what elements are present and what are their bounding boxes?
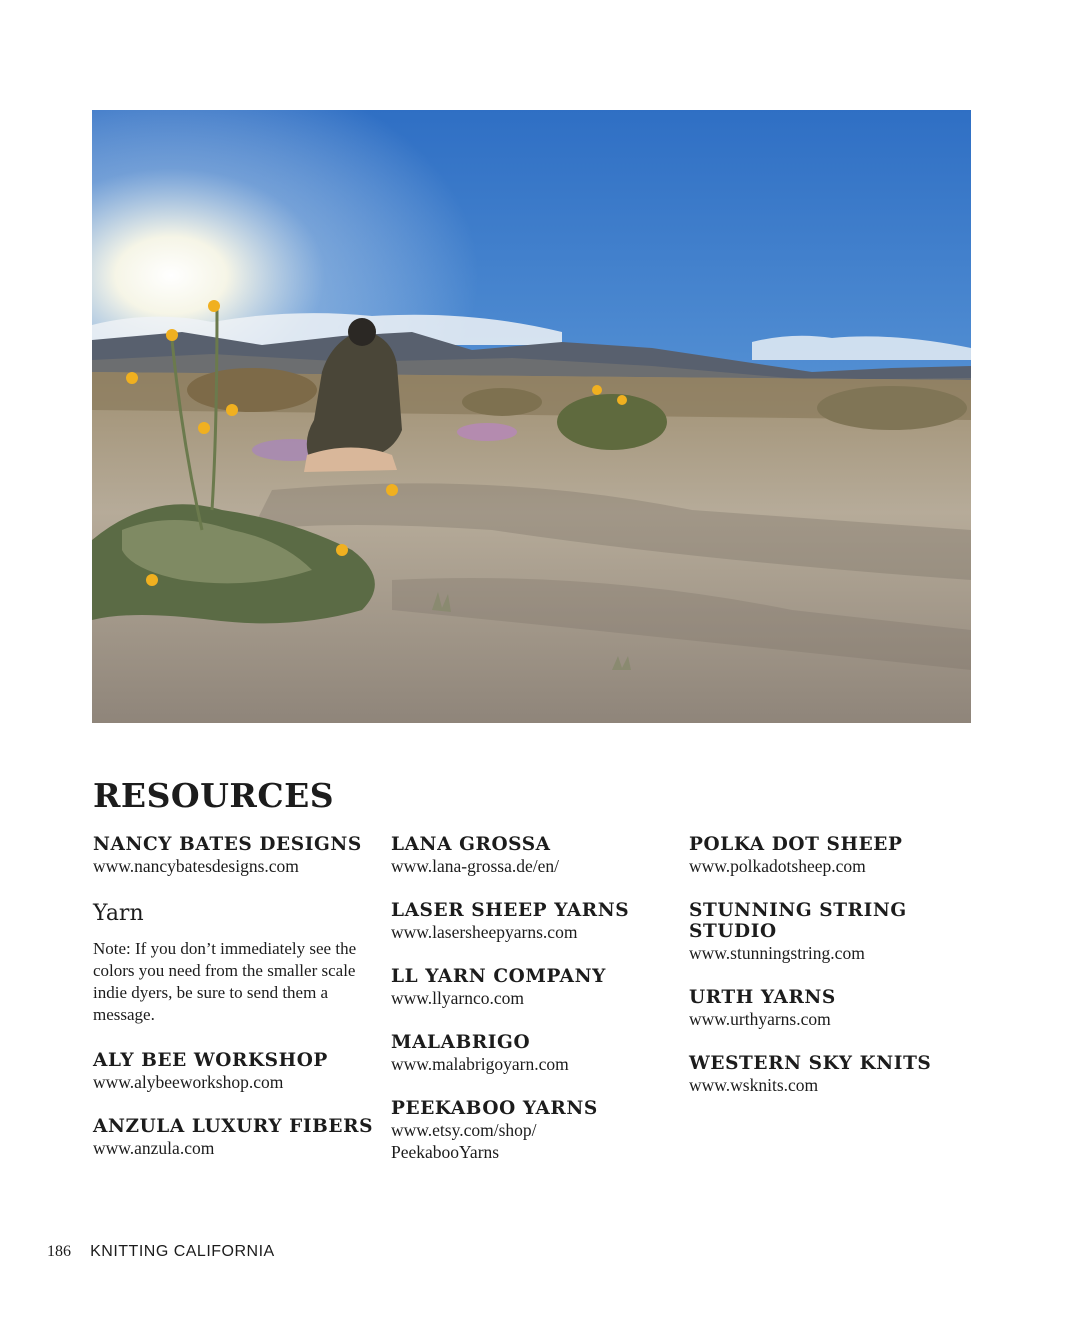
page-footer	[47, 1241, 275, 1261]
page-heading: RESOURCES	[93, 776, 335, 815]
resource-url[interactable]: www.llyarnco.com	[391, 988, 524, 1008]
resource-entry	[391, 1032, 681, 1075]
resource-entry	[391, 966, 681, 1009]
resource-url[interactable]: www.malabrigoyarn.com	[391, 1054, 569, 1074]
desert-photo-illustration	[92, 110, 971, 723]
resource-entry	[391, 1098, 681, 1163]
resource-entry	[689, 987, 979, 1030]
resource-name: LASER SHEEP YARNS	[391, 900, 630, 921]
resource-name: LL YARN COMPANY	[391, 966, 606, 987]
resource-name: MALABRIGO	[391, 1032, 531, 1053]
resource-url[interactable]: www.wsknits.com	[689, 1075, 819, 1095]
book-title: KNITTING CALIFORNIA	[90, 1243, 275, 1260]
resource-url[interactable]: www.lasersheepyarns.com	[391, 922, 578, 942]
resource-url[interactable]: www.alybeeworkshop.com	[93, 1072, 284, 1092]
resource-name: URTH YARNS	[689, 987, 836, 1008]
resource-url[interactable]: www.etsy.com/shop/ PeekabooYarns	[391, 1120, 537, 1162]
resource-name: PEEKABOO YARNS	[391, 1098, 598, 1119]
resource-url[interactable]: www.polkadotsheep.com	[689, 856, 866, 876]
resource-entry	[689, 834, 979, 877]
section-subhead: Yarn	[93, 901, 144, 926]
resource-entry	[689, 1053, 979, 1096]
resource-name: LANA GROSSA	[391, 834, 551, 855]
page-number: 186	[47, 1243, 71, 1260]
resource-name: POLKA DOT SHEEP	[689, 834, 903, 855]
resource-url[interactable]: www.urthyarns.com	[689, 1009, 831, 1029]
resources-column-3	[689, 834, 979, 1119]
resource-name: ALY BEE WORKSHOP	[93, 1050, 328, 1071]
resources-column-1	[93, 834, 383, 1182]
note-text: Note: If you don’t immediately see the colors you need from the smaller scale indie dyers, be sure to send them a message.	[93, 939, 357, 1024]
resource-name: WESTERN SKY KNITS	[689, 1053, 932, 1074]
resource-entry	[391, 834, 681, 877]
resource-url[interactable]: www.anzula.com	[93, 1138, 215, 1158]
resource-url[interactable]: www.nancybatesdesigns.com	[93, 856, 299, 876]
resources-column-2	[391, 834, 681, 1186]
resource-url[interactable]: www.lana-grossa.de/en/	[391, 856, 559, 876]
resource-entry	[391, 900, 681, 943]
resource-entry	[93, 1050, 383, 1093]
desert-photo	[92, 110, 971, 723]
resource-entry	[93, 1116, 383, 1159]
resource-entry	[689, 900, 979, 964]
resource-url[interactable]: www.stunningstring.com	[689, 943, 865, 963]
resource-entry	[93, 834, 383, 877]
resource-name: NANCY BATES DESIGNS	[93, 834, 362, 855]
resource-name: STUNNING STRING STUDIO	[689, 900, 907, 942]
resource-name: ANZULA LUXURY FIBERS	[93, 1116, 374, 1137]
